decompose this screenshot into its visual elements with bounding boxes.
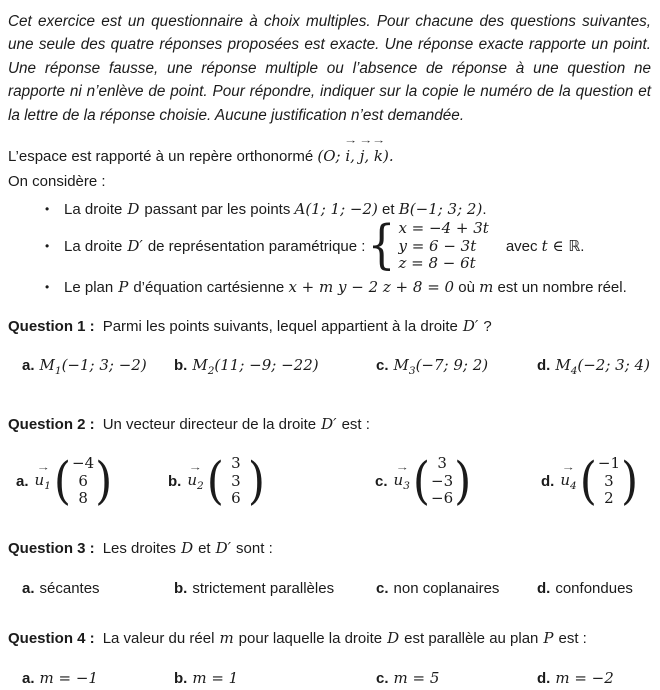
- m-variable: m: [219, 628, 234, 647]
- bullet-line-dprime-text: [64, 236, 365, 257]
- vector-u4: [560, 462, 577, 493]
- system-brace: {: [367, 215, 396, 276]
- component: 3: [231, 454, 241, 473]
- component: 6: [78, 471, 88, 490]
- answer-key: c.: [375, 473, 388, 491]
- answer-q1-b: [174, 355, 376, 382]
- frame-open: (O;: [317, 147, 346, 166]
- answer-math: M: [555, 355, 571, 374]
- vector-u3: [393, 462, 410, 493]
- equation-x: x = −4 + 3t: [398, 219, 489, 238]
- answer-math: M: [393, 355, 409, 374]
- answer-q3-d: [537, 578, 651, 599]
- answer-key: a.: [22, 669, 35, 687]
- frame-close: ).: [383, 147, 394, 166]
- k-vector: [371, 135, 386, 169]
- answer-q1-a: [22, 355, 174, 382]
- text-run: où: [454, 278, 480, 296]
- answer-text: non coplanaires: [393, 579, 500, 597]
- answer-math: M: [39, 355, 55, 374]
- vector-arrow-icon: →: [188, 462, 203, 473]
- answer-key: a.: [16, 473, 29, 491]
- text-run: et: [198, 539, 211, 557]
- vector-components: [71, 455, 95, 508]
- k-letter: k: [373, 147, 384, 166]
- question-3-label: Question 3 :: [8, 539, 95, 557]
- answer-key: b.: [174, 669, 188, 687]
- script-p: P: [118, 277, 129, 296]
- vector-u1: [34, 462, 51, 493]
- question-1-text: Parmi les points suivants, lequel appartient à la droite: [102, 317, 458, 335]
- text-run: pour laquelle la droite: [238, 629, 383, 647]
- answer-key: d.: [537, 356, 551, 374]
- script-d-prime: D′: [215, 538, 232, 557]
- vector-subscript: 1: [44, 480, 51, 493]
- component: −6: [431, 489, 454, 508]
- text-run: La droite: [64, 201, 123, 219]
- script-d-prime: D′: [127, 236, 143, 255]
- question-1-block: [8, 315, 651, 382]
- parameter-domain: [506, 236, 585, 257]
- answer-q3-c: [376, 578, 537, 599]
- bullet-icon: •: [45, 202, 50, 217]
- text-run: est :: [558, 629, 587, 647]
- script-d: D: [127, 200, 140, 219]
- answer-math: m = 1: [192, 668, 239, 687]
- vector-subscript: 4: [570, 480, 577, 493]
- paren-right: ): [247, 451, 266, 511]
- vector-arrow-icon: →: [35, 462, 50, 473]
- vector-letter: u: [187, 471, 198, 490]
- question-4-block: [8, 627, 651, 689]
- answer-q2-c: [375, 451, 541, 513]
- bullet-item-line-d: [8, 199, 651, 220]
- text-run: avec: [505, 237, 542, 255]
- paren-left: (: [206, 451, 224, 511]
- paren-right: ): [621, 451, 639, 511]
- m-variable: m: [479, 277, 494, 296]
- answer-key: d.: [537, 669, 551, 687]
- answer-text: confondues: [555, 579, 633, 597]
- answer-math: M: [192, 355, 208, 374]
- j-vector: [358, 135, 373, 169]
- paren-left: (: [579, 451, 597, 511]
- answer-math: m = 5: [393, 668, 440, 687]
- question-4-text: La valeur du réel: [102, 629, 215, 647]
- answer-subscript: 4: [570, 364, 578, 377]
- bullet-plane-p-text: [64, 277, 627, 298]
- text-run: de représentation paramétrique :: [147, 237, 366, 255]
- answer-key: c.: [376, 579, 389, 597]
- answer-q2-b: [168, 451, 375, 513]
- text-run: ?: [483, 317, 492, 335]
- answer-q4-d: [537, 668, 651, 689]
- vector-letter: u: [560, 471, 571, 490]
- frame-sep: ,: [350, 147, 360, 166]
- paren-left: (: [412, 451, 431, 511]
- question-4-label: Question 4 :: [8, 629, 95, 647]
- answer-key: b.: [168, 473, 182, 491]
- script-p: P: [543, 628, 554, 647]
- t-in-r: t ∈ ℝ: [541, 236, 581, 255]
- question-3-block: [8, 537, 651, 599]
- answers-row-q2: [8, 451, 651, 513]
- answer-q1-d: [537, 355, 651, 382]
- vector-letter: u: [34, 471, 45, 490]
- vector-u2: [187, 462, 204, 493]
- answer-q3-b: [174, 578, 376, 599]
- question-3-heading: [8, 537, 651, 560]
- script-d: D: [387, 628, 400, 647]
- point-b: B(−1; 3; 2): [398, 200, 483, 219]
- question-3-text: Les droites: [102, 539, 177, 557]
- question-1-label: Question 1 :: [8, 317, 95, 335]
- frame-text: L’espace est rapporté à un repère orthonormé: [8, 148, 318, 166]
- component: 3: [604, 471, 614, 490]
- i-vector: [344, 135, 358, 169]
- component: −1: [597, 454, 620, 473]
- vector-arrow-icon: →: [358, 135, 373, 146]
- frame-sep: ,: [364, 147, 374, 166]
- vector-subscript: 2: [197, 480, 204, 493]
- answer-key: b.: [174, 579, 188, 597]
- answers-row-q1: [8, 355, 651, 382]
- bullet-line-d-text: [64, 199, 487, 220]
- answer-key: c.: [376, 669, 389, 687]
- answer-q4-c: [376, 668, 537, 689]
- answer-key: a.: [22, 356, 35, 374]
- consider-line: On considère :: [8, 173, 106, 191]
- bullet-item-plane-p: [8, 277, 651, 298]
- script-d-prime: D′: [462, 316, 479, 335]
- answer-text: sécantes: [39, 579, 100, 597]
- paren-right: ): [95, 451, 113, 511]
- script-d: D: [181, 538, 194, 557]
- answer-key: d.: [541, 473, 555, 491]
- answer-subscript: 3: [408, 364, 416, 377]
- component: 3: [437, 454, 447, 473]
- answers-row-q4: [8, 668, 651, 689]
- text-run: La droite: [64, 237, 123, 255]
- text-run: passant par les points: [144, 201, 295, 219]
- answer-coords: (−7; 9; 2): [415, 355, 489, 374]
- answer-q4-a: [22, 668, 174, 689]
- question-2-label: Question 2 :: [8, 415, 95, 433]
- answer-q4-b: [174, 668, 376, 689]
- exam-page: [8, 10, 651, 689]
- answer-key: c.: [376, 356, 389, 374]
- vector-arrow-icon: →: [394, 462, 409, 473]
- answer-key: d.: [537, 579, 551, 597]
- question-2-heading: [8, 413, 651, 436]
- equation-z: z = 8 − 6t: [398, 254, 476, 273]
- text-run: est parallèle au plan: [404, 629, 539, 647]
- text-run: .: [580, 237, 585, 255]
- text-run: .: [482, 201, 487, 219]
- vector-letter: u: [393, 471, 404, 490]
- bullet-list: [8, 199, 651, 298]
- script-d-prime: D′: [321, 414, 337, 433]
- text-run: Le plan: [64, 278, 114, 296]
- question-1-heading: [8, 315, 651, 338]
- answer-key: a.: [22, 579, 35, 597]
- point-a: A(1; 1; −2): [294, 200, 378, 219]
- component: 2: [604, 489, 614, 508]
- bullet-icon: •: [45, 279, 50, 294]
- answer-coords: (11; −9; −22): [214, 355, 319, 374]
- answer-subscript: 2: [207, 364, 215, 377]
- answer-q3-a: [22, 578, 174, 599]
- text-run: et: [377, 201, 399, 219]
- paren-left: (: [53, 451, 72, 511]
- question-2-block: [8, 413, 651, 513]
- vector-arrow-icon: →: [344, 135, 358, 146]
- vector-subscript: 3: [403, 480, 410, 493]
- component: −4: [72, 454, 95, 473]
- answer-coords: (−2; 3; 4): [577, 355, 650, 374]
- answer-math: m = −2: [555, 668, 614, 687]
- i-letter: i: [345, 147, 351, 166]
- answer-text: strictement parallèles: [192, 579, 335, 597]
- question-2-text: Un vecteur directeur de la droite: [102, 415, 317, 433]
- vector-arrow-icon: →: [561, 462, 576, 473]
- text-run: est :: [341, 415, 370, 433]
- answer-q2-d: [541, 451, 651, 513]
- vector-components: [430, 455, 454, 508]
- component: 3: [231, 471, 241, 490]
- component: 6: [231, 489, 241, 508]
- text-run: sont :: [236, 539, 273, 557]
- frame-line: [8, 135, 651, 169]
- answer-math: m = −1: [39, 668, 98, 687]
- answer-subscript: 1: [54, 364, 62, 377]
- answer-q1-c: [376, 355, 537, 382]
- equation-y: y = 6 − 3t: [398, 236, 477, 255]
- vector-components: [597, 455, 621, 508]
- intro-paragraph: Cet exercice est un questionnaire à choix multiples. Pour chacune des questions suivantes, une seule des quatre réponses proposées est exacte. Une réponse exacte rapporte un point. Une réponse fausse, une réponse multiple ou l’absence de réponse à une question ne rapporte ni n’enlève de point. Pour répondre, indiquer sur la copie le numéro de la question et la lettre de la réponse choisie. Aucune justification n’est demandée.: [8, 13, 651, 124]
- answer-coords: (−1; 3; −2): [61, 355, 147, 374]
- answers-row-q3: [8, 578, 651, 599]
- bullet-item-line-dprime: [8, 215, 651, 276]
- question-4-heading: [8, 627, 651, 650]
- answer-q2-a: [16, 451, 168, 513]
- component: −3: [431, 471, 454, 490]
- parametric-system: [398, 220, 488, 273]
- plane-equation: x + m y − 2 z + 8 = 0: [288, 277, 455, 296]
- vector-components: [224, 455, 248, 508]
- paren-right: ): [454, 451, 472, 511]
- answer-key: b.: [174, 356, 188, 374]
- component: 8: [78, 489, 88, 508]
- j-letter: j: [359, 147, 365, 166]
- bullet-icon: •: [45, 238, 50, 253]
- text-run: est un nombre réel.: [493, 278, 627, 296]
- vector-arrow-icon: →: [371, 135, 386, 146]
- text-run: d’équation cartésienne: [133, 278, 289, 296]
